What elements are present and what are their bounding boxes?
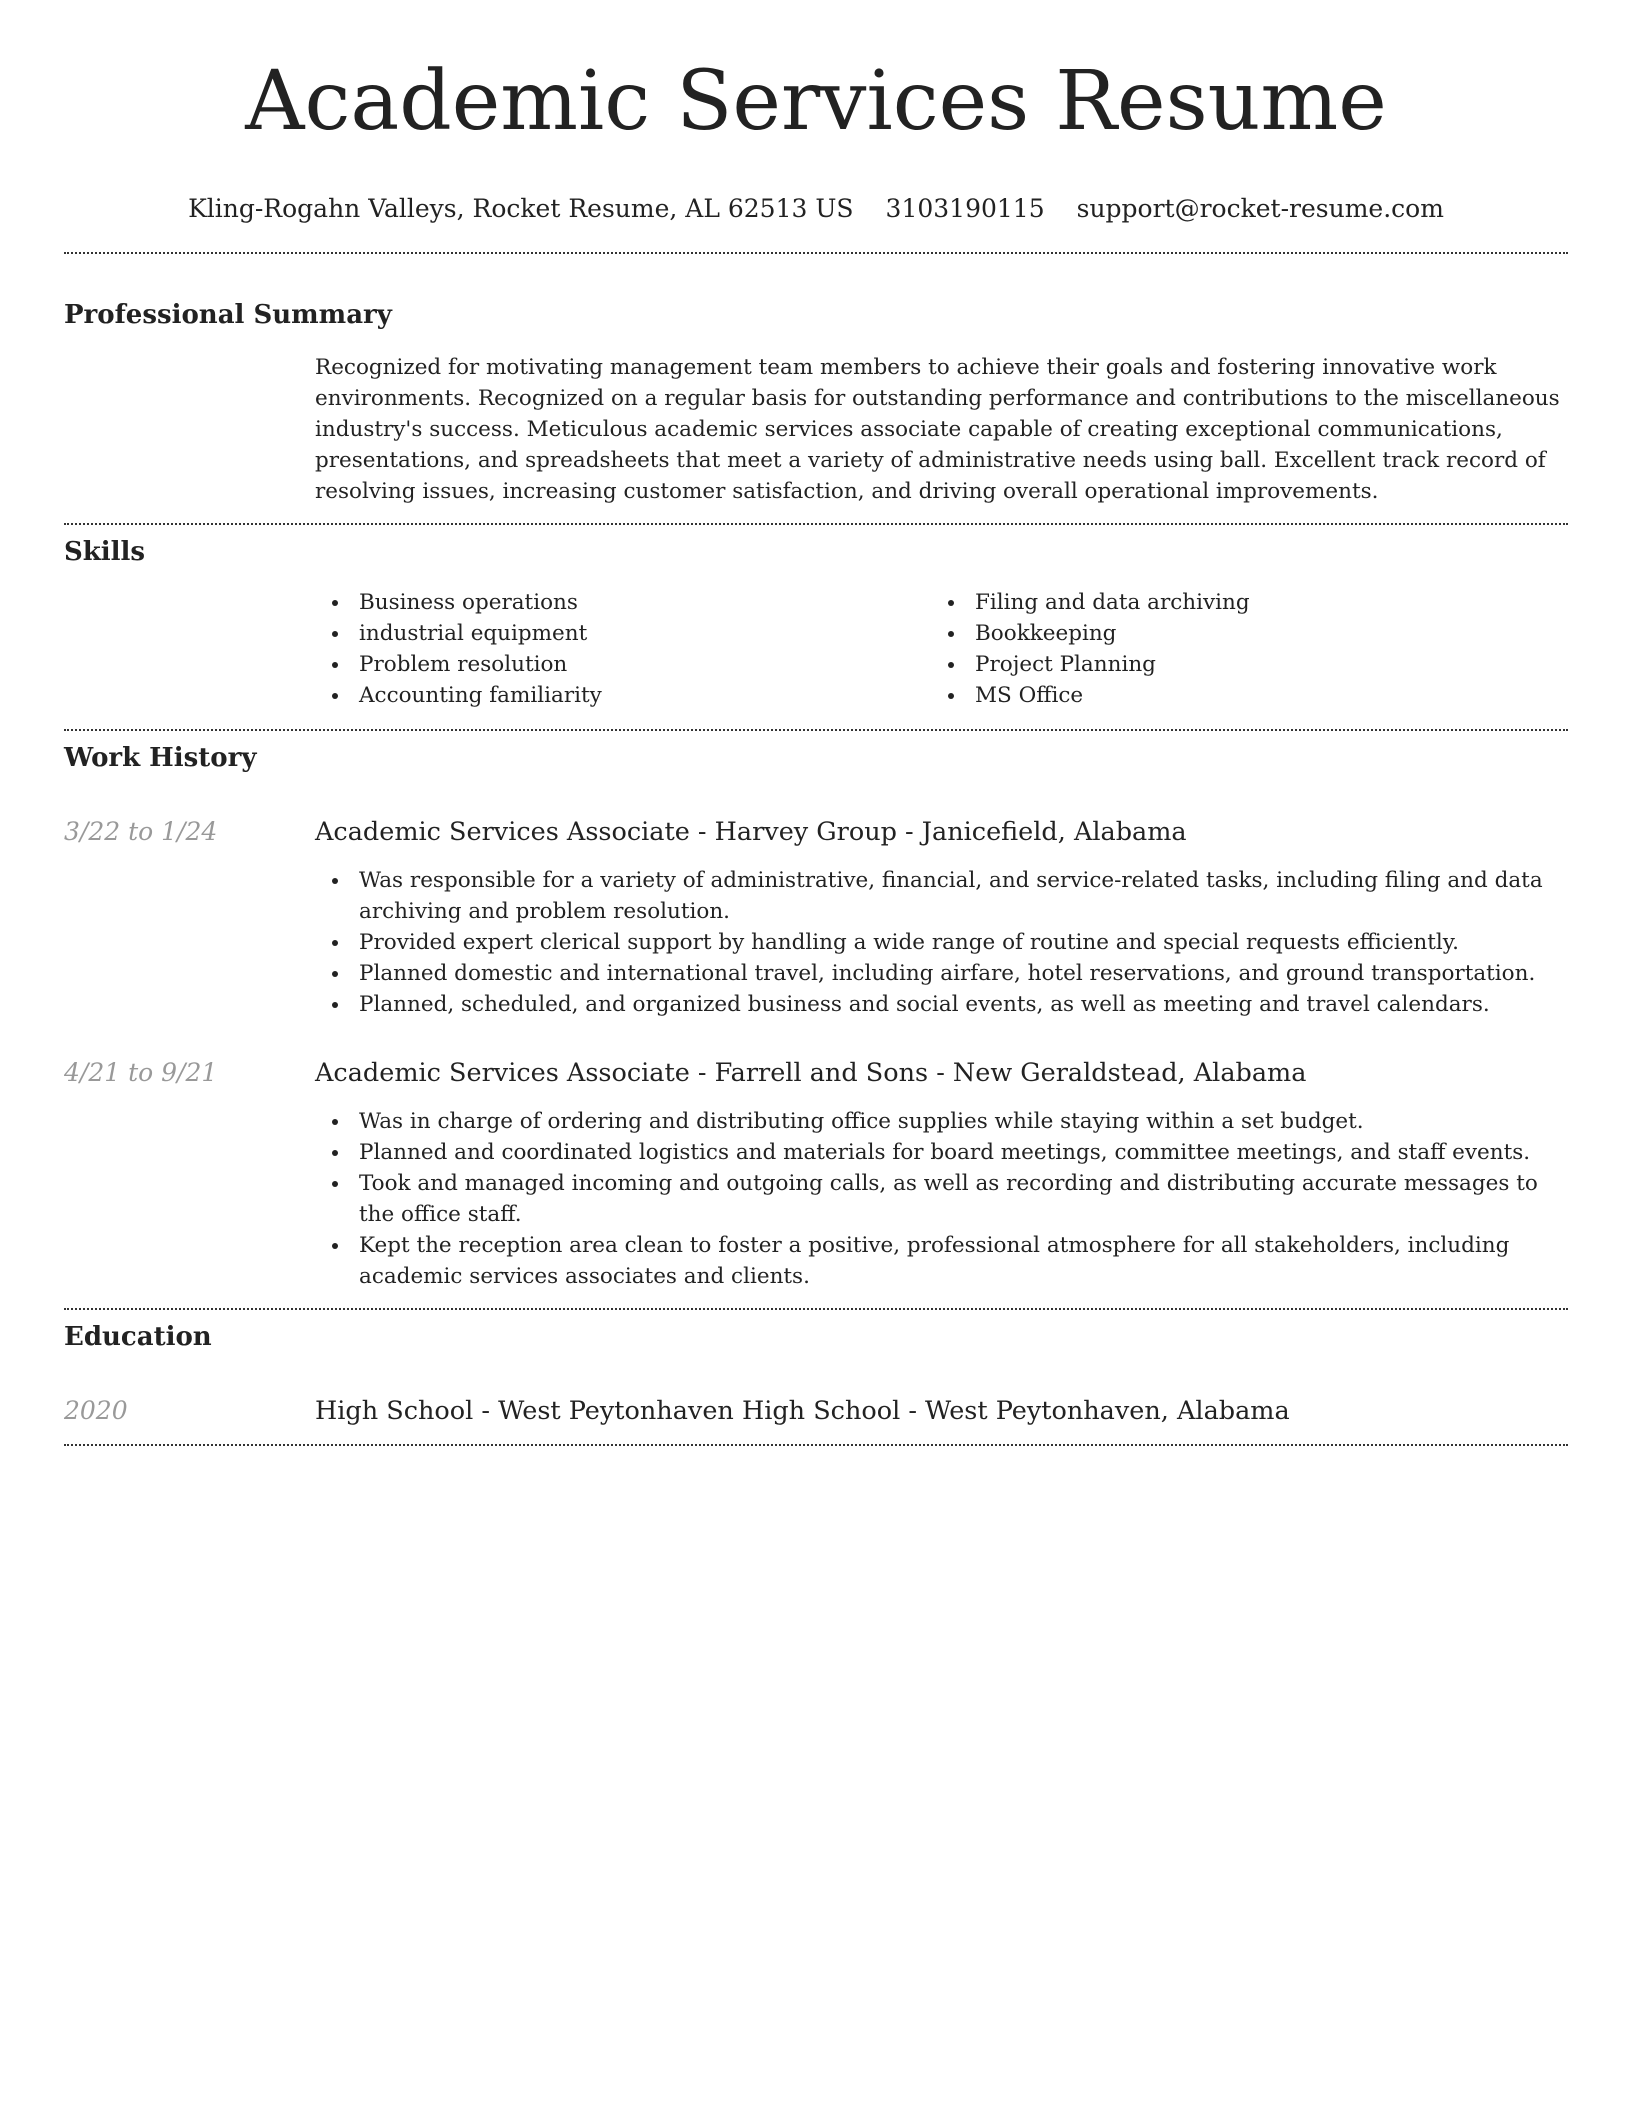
section-skills <box>64 535 1568 729</box>
section-title: Education <box>64 1322 212 1352</box>
job-dates: 4/21 to 9/21 <box>64 1058 218 1087</box>
divider <box>64 1308 1568 1310</box>
divider <box>64 729 1568 731</box>
education-year: 2020 <box>64 1396 128 1425</box>
education-entry <box>64 1394 1568 1444</box>
job-bullet: Was in charge of ordering and distributing office supplies while staying within a set budget. <box>315 1106 1568 1137</box>
job-bullet: Planned domestic and international travel, including airfare, hotel reservations, and ground transportation. <box>315 958 1568 989</box>
skills-grid <box>315 587 1568 729</box>
skill-item: Bookkeeping <box>931 618 1547 649</box>
section-education <box>64 1320 1568 1444</box>
section-title: Skills <box>64 537 146 567</box>
job-body <box>315 815 1568 1020</box>
job-bullets <box>315 865 1568 1020</box>
divider <box>64 523 1568 525</box>
section-title: Professional Summary <box>64 300 392 330</box>
skill-item: Project Planning <box>931 649 1547 680</box>
skills-column-right <box>931 587 1547 711</box>
section-work-history <box>64 741 1568 1308</box>
job-body <box>315 1056 1568 1292</box>
job-title: Academic Services Associate - Farrell and Sons - New Geraldstead, Alabama <box>315 1058 1307 1088</box>
contact-address: Kling-Rogahn Valleys, Rocket Resume, AL 62513 US <box>188 194 854 223</box>
job-dates: 3/22 to 1/24 <box>64 817 218 846</box>
education-details: High School - West Peytonhaven High School - West Peytonhaven, Alabama <box>315 1396 1290 1426</box>
resume-title: Academic Services Resume <box>245 54 1387 149</box>
job-bullet: Took and managed incoming and outgoing calls, as well as recording and distributing accurate messages to the office staff. <box>315 1168 1568 1230</box>
contact-email: support@rocket-resume.com <box>1076 194 1444 223</box>
job-entry <box>64 815 1568 1020</box>
job-entry <box>64 1056 1568 1292</box>
divider <box>64 1444 1568 1446</box>
job-bullet: Kept the reception area clean to foster a positive, professional atmosphere for all stakeholders, including academic services associates and clients. <box>315 1230 1568 1292</box>
skill-item: Filing and data archiving <box>931 587 1547 618</box>
skill-item: Accounting familiarity <box>315 680 931 711</box>
skills-column-left <box>315 587 931 711</box>
divider <box>64 252 1568 254</box>
job-bullet: Provided expert clerical support by handling a wide range of routine and special requests efficiently. <box>315 927 1568 958</box>
job-bullet: Planned and coordinated logistics and materials for board meetings, committee meetings, and staff events. <box>315 1137 1568 1168</box>
summary-text: Recognized for motivating management team members to achieve their goals and fostering innovative work environments. Recognized on a regular basis for outstanding performance and contributions to the miscellaneous industry's success. Meticulous academic services associate capable of creating exceptional communications, presentations, and spreadsheets that meet a variety of administrative needs using ball. Excellent track record of resolving issues, increasing customer satisfaction, and driving overall operational improvements. <box>315 355 1560 504</box>
job-bullets <box>315 1106 1568 1292</box>
section-title: Work History <box>64 743 257 773</box>
skill-item: MS Office <box>931 680 1547 711</box>
job-bullet: Was responsible for a variety of administrative, financial, and service-related tasks, including filing and data archiving and problem resolution. <box>315 865 1568 927</box>
job-bullet: Planned, scheduled, and organized business and social events, as well as meeting and travel calendars. <box>315 989 1568 1020</box>
job-title: Academic Services Associate - Harvey Group - Janicefield, Alabama <box>315 817 1187 847</box>
section-professional-summary <box>64 298 1568 523</box>
contact-line <box>64 192 1568 226</box>
skill-item: Problem resolution <box>315 649 931 680</box>
skill-item: Business operations <box>315 587 931 618</box>
skill-item: industrial equipment <box>315 618 931 649</box>
contact-phone: 3103190115 <box>885 194 1045 223</box>
